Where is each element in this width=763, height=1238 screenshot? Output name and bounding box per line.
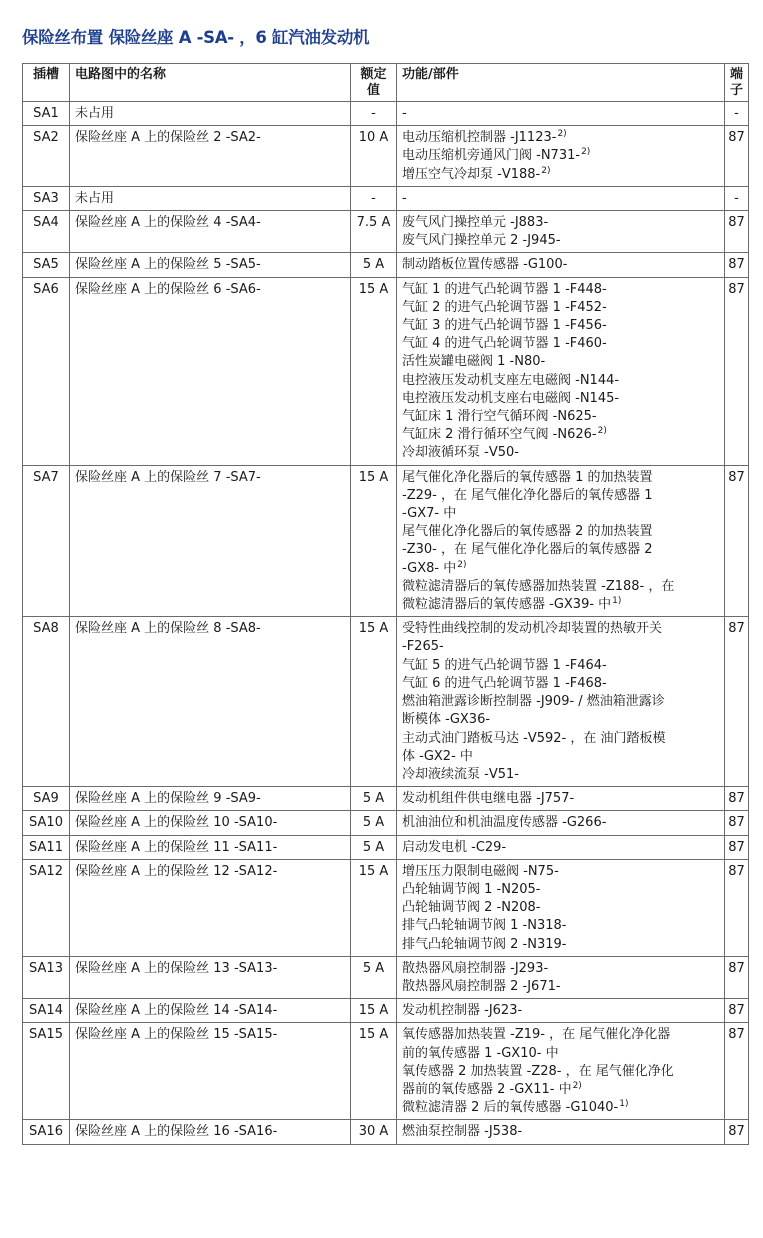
terminal-cell: - bbox=[725, 102, 749, 126]
rating-cell: - bbox=[351, 186, 397, 210]
table-row bbox=[23, 835, 749, 859]
footnote-marker: 1) bbox=[619, 1099, 629, 1110]
function-line: 尾气催化净化器后的氧传感器 1 的加热装置 bbox=[402, 469, 653, 485]
fuse-rows bbox=[23, 102, 749, 1145]
terminal-cell: 87 bbox=[725, 126, 749, 187]
table-row bbox=[23, 126, 749, 187]
function-line: -GX7- 中 bbox=[402, 506, 457, 522]
function-cell bbox=[397, 126, 725, 187]
function-cell bbox=[397, 253, 725, 277]
col-header-function: 功能/部件 bbox=[397, 64, 725, 102]
slot-cell: SA11 bbox=[23, 835, 70, 859]
function-cell bbox=[397, 1120, 725, 1144]
function-line: 主动式油门踏板马达 -V592- ，在 油门踏板模 bbox=[402, 730, 666, 746]
footnote-marker: 2) bbox=[572, 1080, 582, 1091]
function-cell bbox=[397, 835, 725, 859]
slot-cell: SA8 bbox=[23, 617, 70, 787]
function-cell bbox=[397, 211, 725, 253]
function-cell bbox=[397, 787, 725, 811]
function-line: 燃油箱泄露诊断控制器 -J909- / 燃油箱泄露诊 bbox=[402, 694, 665, 710]
table-row bbox=[23, 186, 749, 210]
function-line: 微粒滤清器后的氧传感器 -GX39- 中$^{1)}$ bbox=[402, 596, 622, 613]
function-line: 前的氧传感器 1 -GX10- 中 bbox=[402, 1045, 559, 1061]
circuit-name-cell: 未占用 bbox=[70, 186, 351, 210]
circuit-name-cell: 保险丝座 A 上的保险丝 15 -SA15- bbox=[70, 1023, 351, 1120]
function-line: 断模体 -GX36- bbox=[402, 712, 491, 728]
function-line: 微粒滤清器 2 后的氧传感器 -G1040-$^{1)}$ bbox=[402, 1099, 629, 1116]
circuit-name-cell: 保险丝座 A 上的保险丝 13 -SA13- bbox=[70, 956, 351, 998]
circuit-name-cell: 保险丝座 A 上的保险丝 10 -SA10- bbox=[70, 811, 351, 835]
page-title: 保险丝布置 保险丝座 A -SA- ，6 缸汽油发动机 bbox=[22, 28, 370, 47]
slot-cell: SA15 bbox=[23, 1023, 70, 1120]
circuit-name-cell: 保险丝座 A 上的保险丝 16 -SA16- bbox=[70, 1120, 351, 1144]
function-cell bbox=[397, 186, 725, 210]
rating-cell: 15 A bbox=[351, 999, 397, 1023]
fuse-table bbox=[22, 63, 749, 1145]
footnote-marker: 1) bbox=[612, 596, 622, 607]
rating-cell: 5 A bbox=[351, 956, 397, 998]
function-line: -F265- bbox=[402, 639, 444, 655]
function-line: 增压压力限制电磁阀 -N75- bbox=[402, 863, 559, 879]
function-line: 电控液压发动机支座右电磁阀 -N145- bbox=[402, 390, 620, 406]
function-line: 活性炭罐电磁阀 1 -N80- bbox=[402, 354, 546, 370]
function-line: 燃油泵控制器 -J538- bbox=[402, 1124, 523, 1140]
function-line: -Z30- ，在 尾气催化净化器后的氧传感器 2 bbox=[402, 542, 653, 558]
terminal-cell: 87 bbox=[725, 999, 749, 1023]
function-line: 气缸床 2 滑行循环空气阀 -N626-$^{2)}$ bbox=[402, 426, 607, 443]
function-cell bbox=[397, 999, 725, 1023]
function-line: 发动机控制器 -J623- bbox=[402, 1003, 523, 1019]
function-line: - bbox=[402, 106, 407, 121]
function-line: 制动踏板位置传感器 -G100- bbox=[402, 257, 568, 273]
function-line: 气缸 1 的进气凸轮调节器 1 -F448- bbox=[402, 281, 607, 297]
function-line: 凸轮轴调节阀 1 -N205- bbox=[402, 881, 541, 897]
circuit-name-cell: 保险丝座 A 上的保险丝 6 -SA6- bbox=[70, 277, 351, 465]
table-row bbox=[23, 1120, 749, 1144]
table-row bbox=[23, 787, 749, 811]
rating-cell: 15 A bbox=[351, 1023, 397, 1120]
rating-cell: 15 A bbox=[351, 617, 397, 787]
function-line: 冷却液循环泵 -V50- bbox=[402, 445, 519, 461]
slot-cell: SA10 bbox=[23, 811, 70, 835]
function-line: 散热器风扇控制器 2 -J671- bbox=[402, 978, 561, 994]
rating-cell: 5 A bbox=[351, 811, 397, 835]
function-line: 散热器风扇控制器 -J293- bbox=[402, 960, 549, 976]
terminal-cell: 87 bbox=[725, 277, 749, 465]
function-line: 气缸 4 的进气凸轮调节器 1 -F460- bbox=[402, 336, 607, 352]
function-line: 机油油位和机油温度传感器 -G266- bbox=[402, 815, 607, 831]
slot-cell: SA13 bbox=[23, 956, 70, 998]
slot-cell: SA16 bbox=[23, 1120, 70, 1144]
rating-cell: 5 A bbox=[351, 787, 397, 811]
table-row bbox=[23, 211, 749, 253]
footnote-marker: 2) bbox=[457, 559, 467, 570]
function-line: 排气凸轮轴调节阀 2 -N319- bbox=[402, 936, 567, 952]
terminal-cell: 87 bbox=[725, 253, 749, 277]
table-row bbox=[23, 1023, 749, 1120]
function-line: 启动发电机 -C29- bbox=[402, 839, 507, 855]
function-cell bbox=[397, 617, 725, 787]
function-line: 冷却液续流泵 -V51- bbox=[402, 766, 519, 782]
function-cell bbox=[397, 811, 725, 835]
table-row bbox=[23, 999, 749, 1023]
function-line: 发动机组件供电继电器 -J757- bbox=[402, 791, 575, 807]
rating-cell: 15 A bbox=[351, 859, 397, 956]
slot-cell: SA3 bbox=[23, 186, 70, 210]
rating-cell: 7.5 A bbox=[351, 211, 397, 253]
footnote-marker: 2) bbox=[557, 129, 567, 140]
rating-cell: 5 A bbox=[351, 835, 397, 859]
function-line: - bbox=[402, 190, 407, 206]
terminal-cell: 87 bbox=[725, 617, 749, 787]
function-line: -GX8- 中$^{2)}$ bbox=[402, 559, 467, 576]
function-line: 微粒滤清器后的氧传感器加热装置 -Z188- ，在 bbox=[402, 578, 675, 594]
circuit-name-cell: 保险丝座 A 上的保险丝 9 -SA9- bbox=[70, 787, 351, 811]
table-header-row bbox=[23, 64, 749, 102]
function-line: 气缸 2 的进气凸轮调节器 1 -F452- bbox=[402, 299, 607, 315]
function-cell bbox=[397, 956, 725, 998]
terminal-cell: 87 bbox=[725, 211, 749, 253]
rating-cell: 15 A bbox=[351, 277, 397, 465]
function-line: 气缸 6 的进气凸轮调节器 1 -F468- bbox=[402, 675, 607, 691]
col-header-name: 电路图中的名称 bbox=[70, 64, 351, 102]
terminal-cell: 87 bbox=[725, 1120, 749, 1144]
circuit-name-cell: 保险丝座 A 上的保险丝 14 -SA14- bbox=[70, 999, 351, 1023]
function-cell bbox=[397, 102, 725, 126]
table-row bbox=[23, 859, 749, 956]
function-line: 体 -GX2- 中 bbox=[402, 748, 473, 764]
rating-cell: - bbox=[351, 102, 397, 126]
col-header-rating: 额定 值 bbox=[351, 64, 397, 102]
circuit-name-cell: 保险丝座 A 上的保险丝 12 -SA12- bbox=[70, 859, 351, 956]
slot-cell: SA12 bbox=[23, 859, 70, 956]
function-line: 废气风门操控单元 2 -J945- bbox=[402, 233, 561, 249]
circuit-name-cell: 未占用 bbox=[70, 102, 351, 126]
rating-cell: 5 A bbox=[351, 253, 397, 277]
function-cell bbox=[397, 1023, 725, 1120]
function-line: 气缸 3 的进气凸轮调节器 1 -F456- bbox=[402, 318, 607, 334]
function-line: 气缸床 1 滑行空气循环阀 -N625- bbox=[402, 409, 597, 425]
function-line: 器前的氧传感器 2 -GX11- 中$^{2)}$ bbox=[402, 1080, 582, 1097]
table-row bbox=[23, 465, 749, 617]
circuit-name-cell: 保险丝座 A 上的保险丝 8 -SA8- bbox=[70, 617, 351, 787]
slot-cell: SA4 bbox=[23, 211, 70, 253]
footnote-marker: 2) bbox=[541, 165, 551, 176]
function-cell bbox=[397, 277, 725, 465]
function-line: 电动压缩机旁通风门阀 -N731-$^{2)}$ bbox=[402, 147, 591, 164]
terminal-cell: 87 bbox=[725, 811, 749, 835]
function-line: 废气风门操控单元 -J883- bbox=[402, 215, 549, 231]
terminal-cell: 87 bbox=[725, 787, 749, 811]
circuit-name-cell: 保险丝座 A 上的保险丝 5 -SA5- bbox=[70, 253, 351, 277]
function-line: 氧传感器 2 加热装置 -Z28- ，在 尾气催化净化 bbox=[402, 1063, 674, 1079]
slot-cell: SA2 bbox=[23, 126, 70, 187]
table-row bbox=[23, 811, 749, 835]
function-line: 尾气催化净化器后的氧传感器 2 的加热装置 bbox=[402, 524, 653, 540]
function-line: 增压空气冷却泵 -V188-$^{2)}$ bbox=[402, 165, 551, 182]
circuit-name-cell: 保险丝座 A 上的保险丝 7 -SA7- bbox=[70, 465, 351, 617]
rating-cell: 30 A bbox=[351, 1120, 397, 1144]
circuit-name-cell: 保险丝座 A 上的保险丝 2 -SA2- bbox=[70, 126, 351, 187]
table-row bbox=[23, 956, 749, 998]
table-row bbox=[23, 617, 749, 787]
col-header-slot: 插槽 bbox=[23, 64, 70, 102]
function-cell bbox=[397, 465, 725, 617]
rating-cell: 15 A bbox=[351, 465, 397, 617]
terminal-cell: 87 bbox=[725, 835, 749, 859]
footnote-marker: 2) bbox=[581, 147, 591, 158]
slot-cell: SA7 bbox=[23, 465, 70, 617]
function-line: 受特性曲线控制的发动机冷却装置的热敏开关 bbox=[402, 621, 663, 637]
function-line: 排气凸轮轴调节阀 1 -N318- bbox=[402, 918, 567, 934]
function-line: 凸轮轴调节阀 2 -N208- bbox=[402, 900, 541, 916]
function-line: 氧传感器加热装置 -Z19- ，在 尾气催化净化器 bbox=[402, 1027, 671, 1043]
slot-cell: SA6 bbox=[23, 277, 70, 465]
function-line: 电控液压发动机支座左电磁阀 -N144- bbox=[402, 372, 620, 388]
terminal-cell: - bbox=[725, 186, 749, 210]
table-row bbox=[23, 253, 749, 277]
function-line: -Z29- ，在 尾气催化净化器后的氧传感器 1 bbox=[402, 487, 653, 503]
table-row bbox=[23, 277, 749, 465]
footnote-marker: 2) bbox=[597, 426, 607, 437]
function-cell bbox=[397, 859, 725, 956]
slot-cell: SA5 bbox=[23, 253, 70, 277]
rating-cell: 10 A bbox=[351, 126, 397, 187]
col-header-terminal: 端 子 bbox=[725, 64, 749, 102]
circuit-name-cell: 保险丝座 A 上的保险丝 11 -SA11- bbox=[70, 835, 351, 859]
function-line: 电动压缩机控制器 -J1123-$^{2)}$ bbox=[402, 129, 567, 146]
table-row bbox=[23, 102, 749, 126]
terminal-cell: 87 bbox=[725, 859, 749, 956]
slot-cell: SA1 bbox=[23, 102, 70, 126]
slot-cell: SA9 bbox=[23, 787, 70, 811]
function-line: 气缸 5 的进气凸轮调节器 1 -F464- bbox=[402, 657, 607, 673]
slot-cell: SA14 bbox=[23, 999, 70, 1023]
terminal-cell: 87 bbox=[725, 465, 749, 617]
terminal-cell: 87 bbox=[725, 956, 749, 998]
terminal-cell: 87 bbox=[725, 1023, 749, 1120]
circuit-name-cell: 保险丝座 A 上的保险丝 4 -SA4- bbox=[70, 211, 351, 253]
